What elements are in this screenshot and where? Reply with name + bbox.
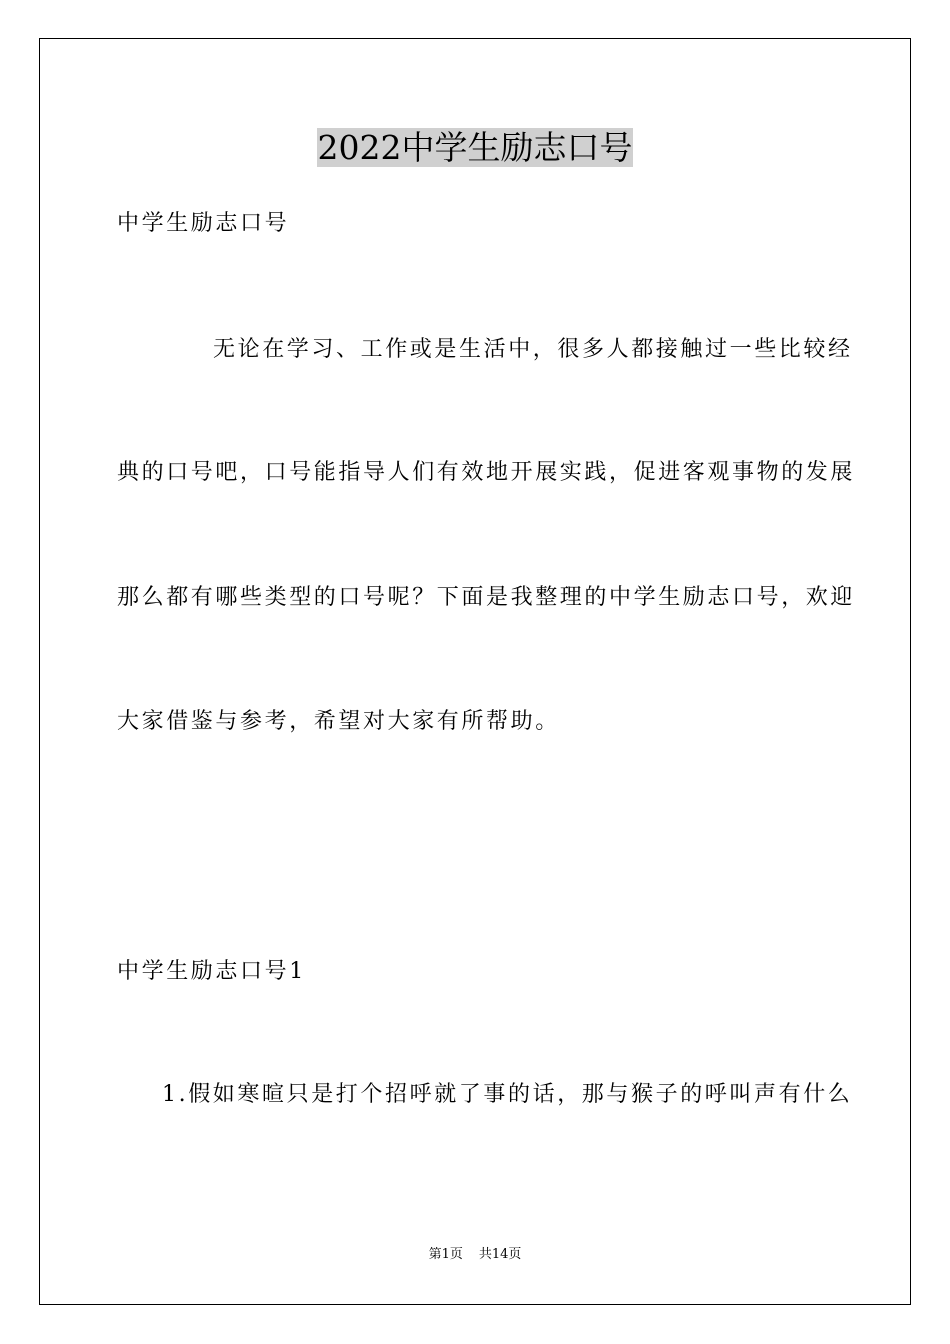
page-number: 第1页 <box>428 1247 463 1262</box>
section-subtitle: 中学生励志口号 <box>117 211 290 236</box>
intro-line-2: 典的口号吧，口号能指导人们有效地开展实践，促进客观事物的发展 <box>117 460 856 485</box>
intro-line-4: 大家借鉴与参考，希望对大家有所帮助。 <box>117 709 560 734</box>
page-footer <box>0 1246 950 1264</box>
intro-line-1: 无论在学习、工作或是生活中，很多人都接触过一些比较经 <box>213 337 853 362</box>
document-title <box>0 126 950 170</box>
document-title-text: 2022中学生励志口号 <box>317 128 633 167</box>
list-item-1: 1.假如寒暄只是打个招呼就了事的话，那与猴子的呼叫声有什么 <box>162 1082 853 1107</box>
page-total: 共14页 <box>478 1247 522 1262</box>
section-heading: 中学生励志口号1 <box>117 959 306 984</box>
intro-line-3: 那么都有哪些类型的口号呢？下面是我整理的中学生励志口号，欢迎 <box>117 585 856 610</box>
